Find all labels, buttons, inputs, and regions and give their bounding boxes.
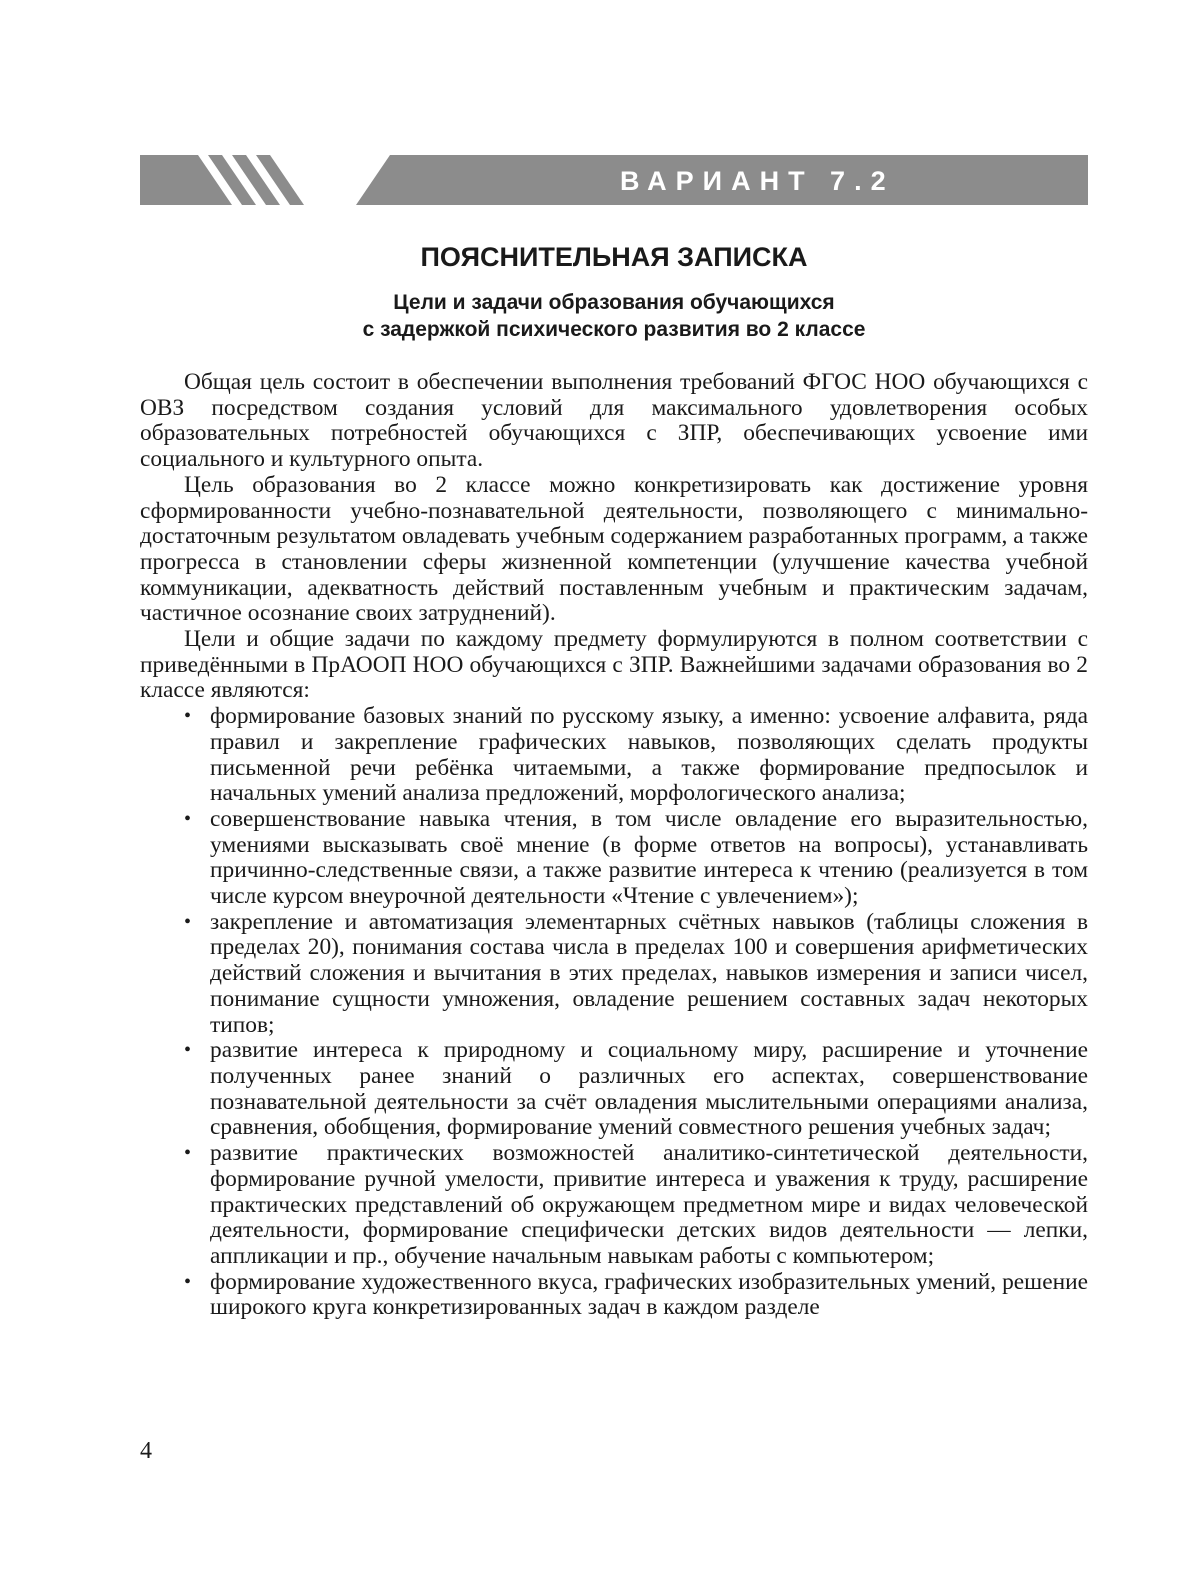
- list-item-text: развитие практических возможностей аналитико-синтетической деятельности, формирование ручной умелости, привитие интереса и уважения к труду, расширение практических представлений об окружающем предметном мире и видах человеческой деятельности, формирование специфически детских видов деятельности — лепки, аппликации и пр., обучение начальным навыкам работы с компьютером;: [210, 1140, 1088, 1269]
- paragraph: Цели и общие задачи по каждому предмету формулируются в полном соответствии с приведёнными в ПрАООП НОО обучающихся с ЗПР. Важнейшими задачами образования во 2 классе являются:: [140, 626, 1088, 704]
- bullet-icon: •: [184, 705, 192, 728]
- list-item: [140, 704, 1088, 807]
- bullet-icon: •: [184, 1039, 192, 1062]
- list-item: [140, 910, 1088, 1039]
- task-list: [140, 704, 1088, 1321]
- subtitle-line-1: Цели и задачи образования обучающихся: [393, 291, 835, 314]
- bullet-icon: •: [184, 1142, 192, 1165]
- page-title: ПОЯСНИТЕЛЬНАЯ ЗАПИСКА: [420, 242, 808, 272]
- list-item-text: закрепление и автоматизация элементарных счётных навыков (таблицы сложения в пределах 20), понимания состава числа в пределах 100 и совершения арифметических действий сложения и вычитания в этих пределах, навыков измерения и записи чисел, понимание сущности умножения, овладение решением составных задач некоторых типов;: [210, 908, 1088, 1038]
- section-subtitle: [140, 289, 1088, 343]
- banner-stripes-graphic: [140, 155, 1088, 205]
- bullet-icon: •: [184, 1270, 192, 1293]
- list-item: [140, 1141, 1088, 1270]
- paragraph: Цель образования во 2 классе можно конкретизировать как достижение уровня сформированности учебно-познавательной деятельности, позволяющего с минимально-достаточным результатом овладевать учебным содержанием разработанных программ, а также прогресса в становлении сферы жизненной компетенции (улучшение качества учебной коммуникации, адекватность действий поставленным учебным и практическим задачам, частичное осознание своих затруднений).: [140, 471, 1088, 627]
- page-number: 4: [140, 1438, 152, 1464]
- list-item-text: развитие интереса к природному и социальному миру, расширение и уточнение полученных ранее знаний о различных его аспектах, совершенствование познавательной деятельности за счёт овладения мыслительными операциями анализа, сравнения, обобщения, формирование умений совместного решения учебных задач;: [210, 1037, 1088, 1141]
- body-text: [140, 370, 1088, 1321]
- bullet-icon: •: [184, 807, 192, 830]
- subtitle-line-2: с задержкой психического развития во 2 классе: [362, 318, 866, 341]
- section-banner: [140, 155, 1088, 205]
- list-item-text: формирование художественного вкуса, графических изобразительных умений, решение широкого круга конкретизированных задач в каждом разделе: [210, 1268, 1088, 1321]
- list-item: [140, 807, 1088, 910]
- list-item-text: совершенствование навыка чтения, в том числе овладение его выразительностью, умениями высказывать своё мнение (в форме ответов на вопросы), устанавливать причинно-следственные связи, а также развитие интереса к чтению (реализуется в том числе курсом внеурочной деятельности «Чтение с увлечением»);: [210, 805, 1088, 910]
- list-item-text: формирование базовых знаний по русскому языку, а именно: усвоение алфавита, ряда правил и закрепление графических навыков, позволяющих сделать продукты письменной речи ребёнка читаемыми, а также формирование предпосылок и начальных умений анализа предложений, морфологического анализа;: [210, 703, 1088, 807]
- list-item: [140, 1270, 1088, 1321]
- banner-title: ВАРИАНТ 7.2: [620, 166, 895, 196]
- list-item: [140, 1038, 1088, 1141]
- bullet-icon: •: [184, 910, 192, 933]
- paragraph: Общая цель состоит в обеспечении выполнения требований ФГОС НОО обучающихся с ОВЗ посредством создания условий для максимального удовлетворения особых образовательных потребностей обучающихся с ЗПР, обеспечивающих усвоение ими социального и культурного опыта.: [140, 369, 1088, 473]
